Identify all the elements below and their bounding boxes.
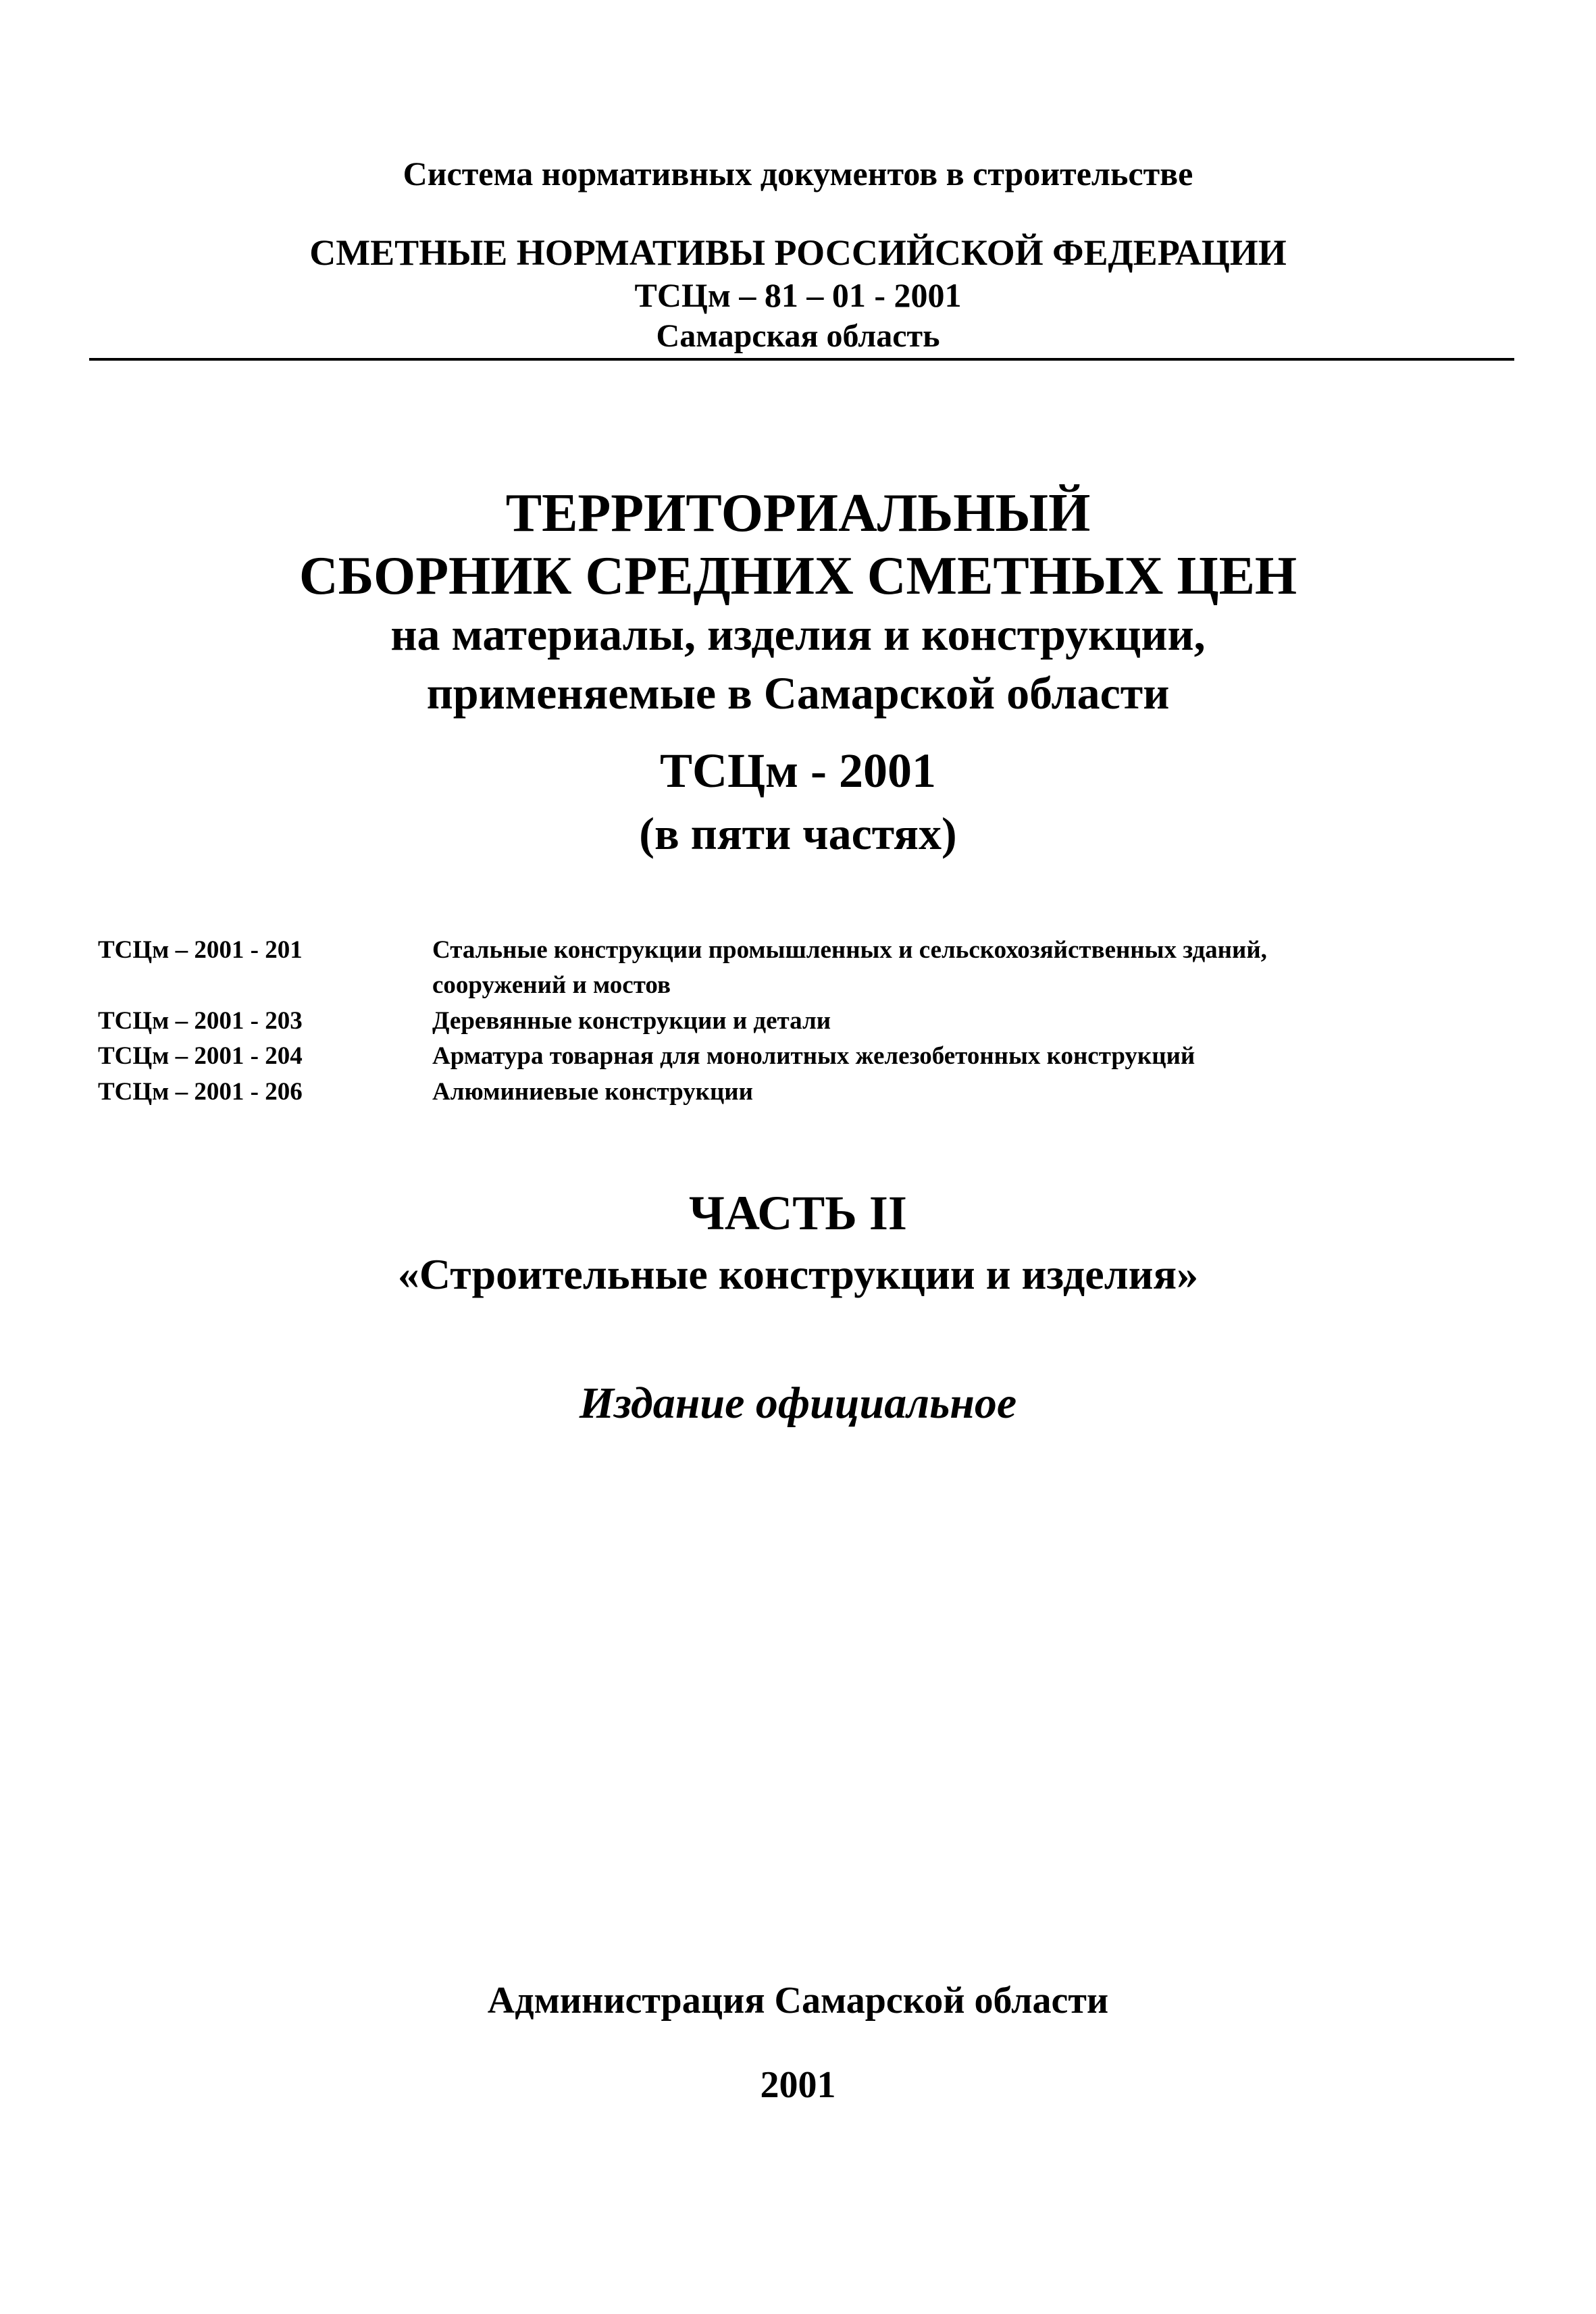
part-description: Арматура товарная для монолитных железобетонных конструкций (432, 1042, 1195, 1070)
part-description: сооружений и мостов (432, 971, 671, 999)
main-title-line-4: применяемые в Самарской области (426, 667, 1170, 719)
publisher: Администрация Самарской области (487, 1980, 1109, 2022)
parts-note: (в пяти частях) (639, 808, 957, 859)
system-title: Система нормативных документов в строительстве (403, 155, 1193, 192)
part-heading: ЧАСТЬ II (689, 1186, 907, 1240)
part-code: ТСЦм – 2001 - 204 (98, 1042, 303, 1070)
part-code: ТСЦм – 2001 - 203 (98, 1007, 303, 1035)
collection-code: ТСЦм - 2001 (659, 744, 937, 798)
header-divider (89, 358, 1514, 361)
main-title-line-2: СБОРНИК СРЕДНИХ СМЕТНЫХ ЦЕН (299, 546, 1297, 606)
part-code: ТСЦм – 2001 - 201 (98, 936, 303, 964)
part-code: ТСЦм – 2001 - 206 (98, 1078, 303, 1106)
edition-label: Издание официальное (579, 1379, 1017, 1428)
series-title: СМЕТНЫЕ НОРМАТИВЫ РОССИЙСКОЙ ФЕДЕРАЦИИ (309, 232, 1287, 273)
part-subtitle: «Строительные конструкции и изделия» (397, 1250, 1199, 1298)
main-title-line-1: ТЕРРИТОРИАЛЬНЫЙ (505, 484, 1091, 543)
publication-year: 2001 (760, 2064, 836, 2106)
document-code: ТСЦм – 81 – 01 - 2001 (634, 276, 962, 314)
part-description: Стальные конструкции промышленных и сельскохозяйственных зданий, (432, 936, 1267, 964)
region-label: Самарская область (656, 318, 940, 354)
main-title-line-3: на материалы, изделия и конструкции, (390, 609, 1206, 660)
part-description: Алюминиевые конструкции (432, 1078, 753, 1106)
part-description: Деревянные конструкции и детали (432, 1007, 831, 1035)
